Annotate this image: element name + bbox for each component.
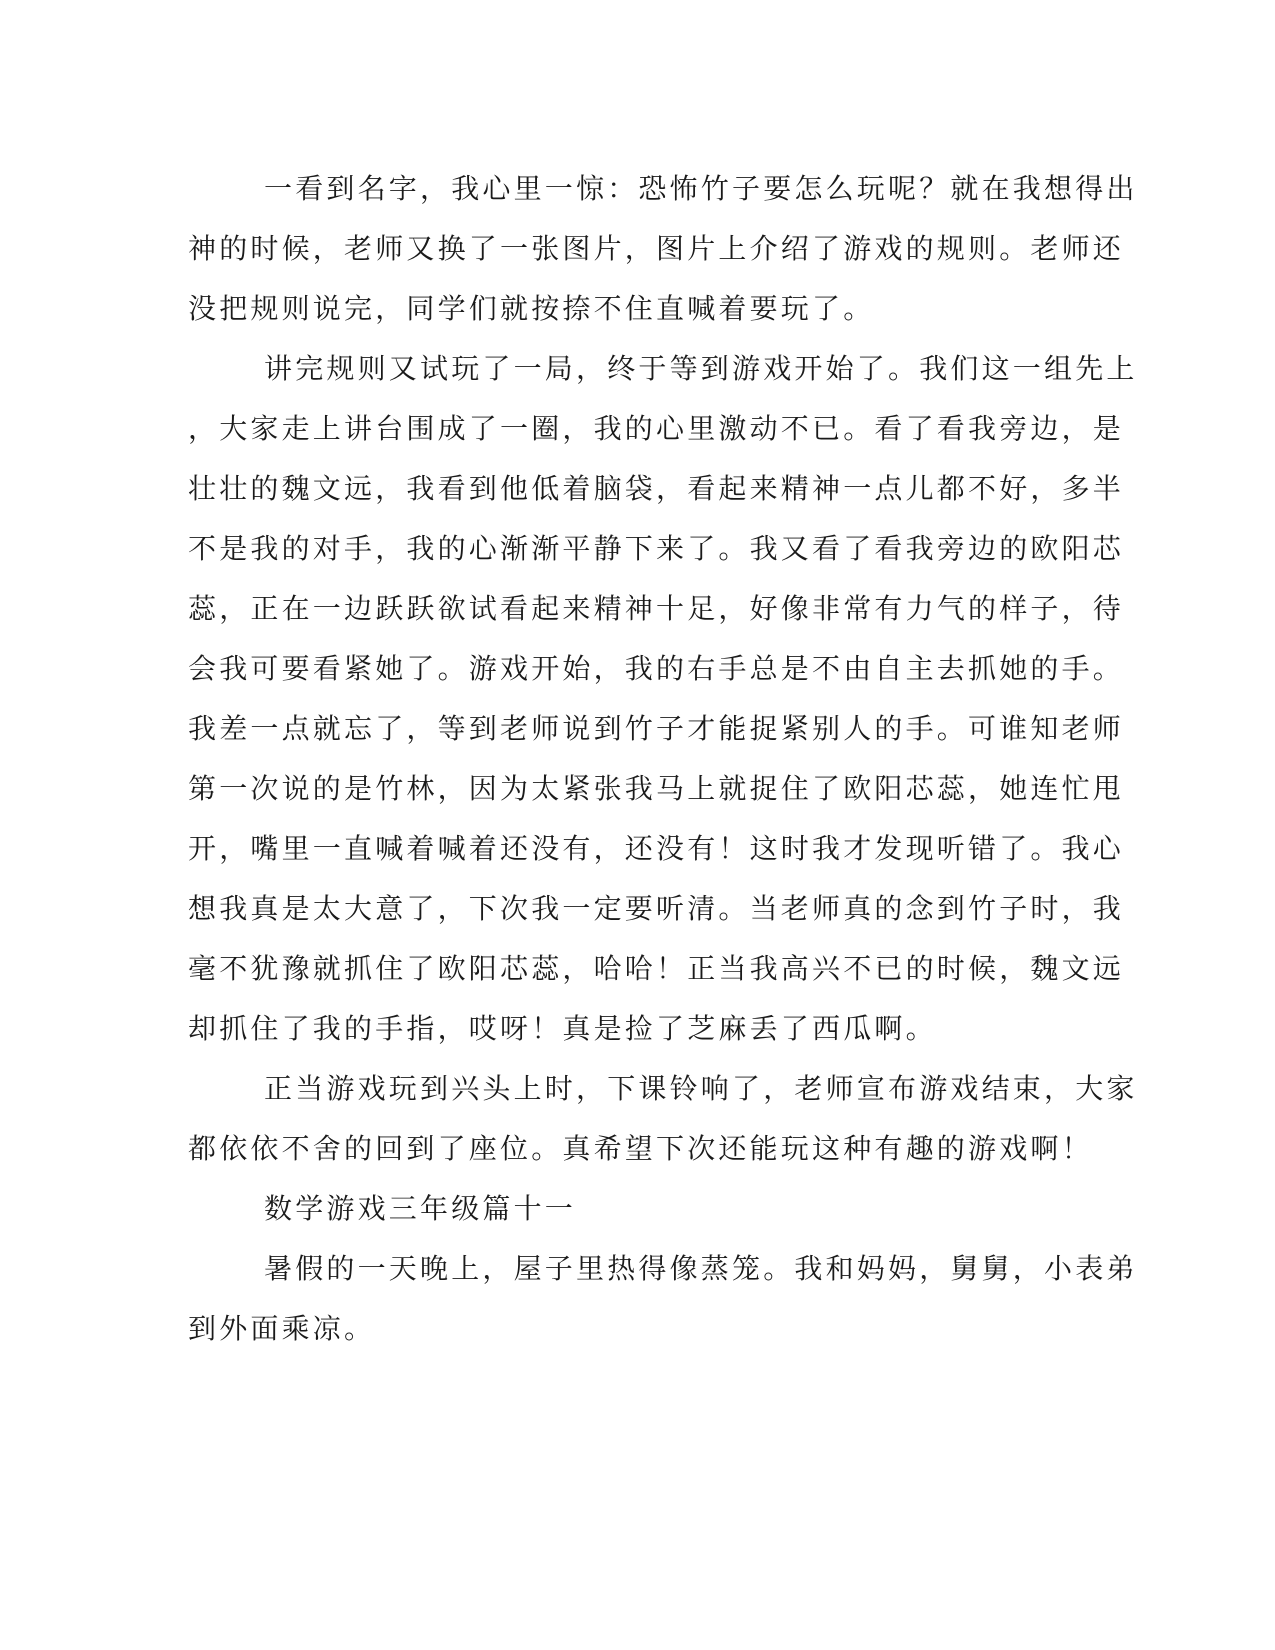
- text-line-5: ，大家走上讲台围成了一圈，我的心里激动不已。看了看我旁边，是: [188, 412, 1125, 445]
- text-line-15: 却抓住了我的手指，哎呀！真是捡了芝麻丢了西瓜啊。: [188, 1012, 937, 1045]
- text-line-6: 壮壮的魏文远，我看到他低着脑袋，看起来精神一点儿都不好，多半: [188, 472, 1125, 505]
- text-line-11: 第一次说的是竹林，因为太紧张我马上就捉住了欧阳芯蕊，她连忙甩: [188, 772, 1125, 805]
- text-line-13: 想我真是太大意了，下次我一定要听清。当老师真的念到竹子时，我: [188, 892, 1125, 925]
- text-line-8: 蕊，正在一边跃跃欲试看起来精神十足，好像非常有力气的样子，待: [188, 592, 1125, 625]
- text-line-9: 会我可要看紧她了。游戏开始，我的右手总是不由自主去抓她的手。: [188, 652, 1125, 685]
- text-line-10: 我差一点就忘了，等到老师说到竹子才能捉紧别人的手。可谁知老师: [188, 712, 1125, 745]
- section-heading: 数学游戏三年级篇十一: [264, 1192, 577, 1225]
- text-line-4: 讲完规则又试玩了一局，终于等到游戏开始了。我们这一组先上: [264, 352, 1138, 385]
- text-line-12: 开，嘴里一直喊着喊着还没有，还没有！这时我才发现听错了。我心: [188, 832, 1125, 865]
- text-line-17: 都依依不舍的回到了座位。真希望下次还能玩这种有趣的游戏啊！: [188, 1132, 1093, 1165]
- text-line-7: 不是我的对手，我的心渐渐平静下来了。我又看了看我旁边的欧阳芯: [188, 532, 1125, 565]
- text-line-1: 一看到名字，我心里一惊：恐怖竹子要怎么玩呢？就在我想得出: [264, 172, 1138, 205]
- text-line-16: 正当游戏玩到兴头上时，下课铃响了，老师宣布游戏结束，大家: [264, 1072, 1138, 1105]
- text-line-20: 到外面乘凉。: [188, 1312, 376, 1345]
- text-line-2: 神的时候，老师又换了一张图片，图片上介绍了游戏的规则。老师还: [188, 232, 1125, 265]
- text-line-3: 没把规则说完，同学们就按捺不住直喊着要玩了。: [188, 292, 875, 325]
- text-line-19: 暑假的一天晚上，屋子里热得像蒸笼。我和妈妈，舅舅，小表弟: [264, 1252, 1138, 1285]
- text-line-14: 毫不犹豫就抓住了欧阳芯蕊，哈哈！正当我高兴不已的时候，魏文远: [188, 952, 1125, 985]
